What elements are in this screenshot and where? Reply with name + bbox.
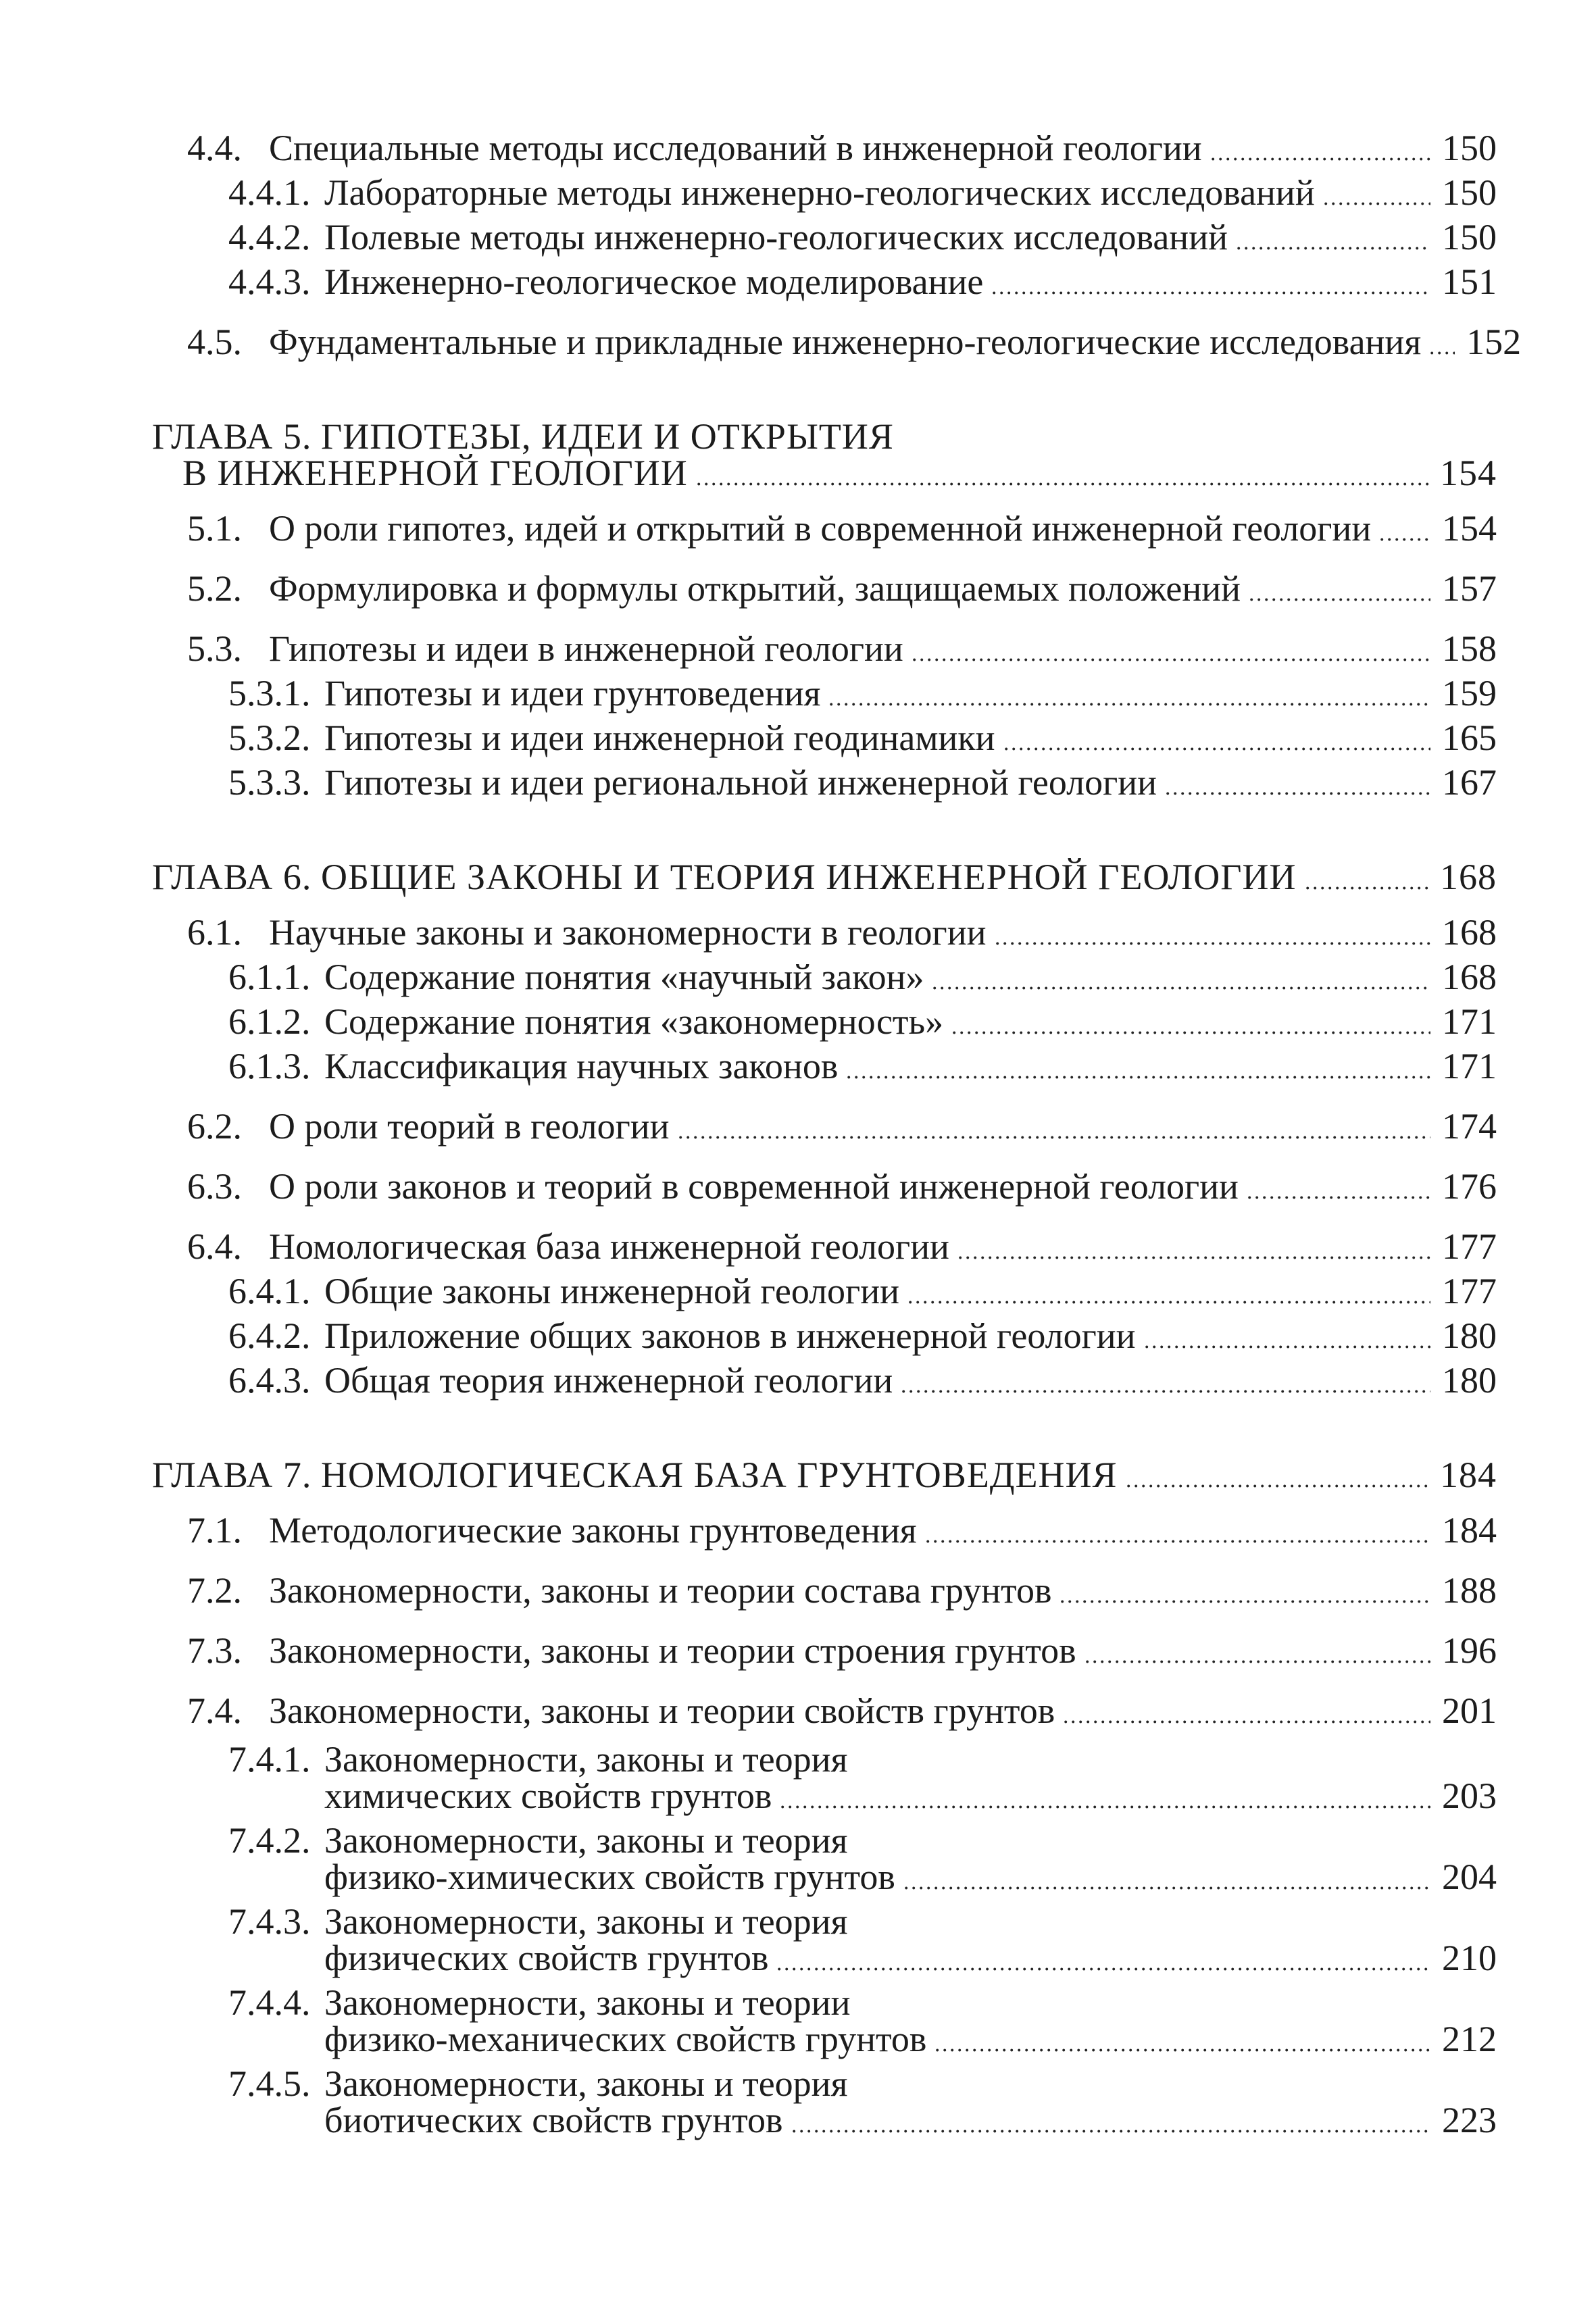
toc-entry (0, 263, 1497, 300)
toc-entry (0, 1572, 1497, 1609)
toc-dot-leader (1061, 1594, 1430, 1603)
toc-page-number: 184 (1440, 1455, 1497, 1495)
toc-page-number: 201 (1442, 1690, 1497, 1731)
toc-dot-leader (1064, 1715, 1430, 1723)
toc-entry-line (324, 1859, 1497, 1895)
toc-entry-body (269, 322, 1522, 362)
toc-entry-body (324, 1362, 1497, 1399)
toc-entry-number: 7.4.3. (228, 1901, 311, 1942)
toc-page-number: 171 (1442, 1001, 1497, 1042)
toc-page-number: 210 (1442, 1938, 1497, 1978)
toc-entry-body (324, 720, 1497, 756)
toc-entry-body (324, 1317, 1497, 1354)
toc-entry-title: О роли законов и теорий в современной инженерной геологии (269, 1166, 1239, 1207)
toc-entry-line (269, 510, 1497, 547)
toc-entry-number: 4.4.2. (228, 217, 311, 257)
toc-dot-leader (1324, 197, 1430, 205)
toc-entry-body (269, 510, 1497, 547)
toc-dot-leader (1127, 1479, 1430, 1487)
toc-entry (0, 1903, 1497, 1976)
toc-entry (0, 720, 1497, 756)
toc-entry-line (152, 418, 1497, 455)
toc-entry-title: О роли гипотез, идей и открытий в современной инженерной геологии (269, 508, 1372, 549)
toc-entry-number: 5.3.1. (228, 673, 311, 713)
toc-entry-number: 7.4.1. (228, 1739, 311, 1780)
toc-entry-line (324, 1362, 1497, 1399)
toc-chapter-label: ГЛАВА 6. (152, 857, 312, 897)
toc-entry-line (152, 859, 1497, 895)
toc-dot-leader (793, 2124, 1430, 2132)
toc-entry-title: Специальные методы исследований в инженерной геологии (269, 128, 1202, 168)
toc-entry-number: 7.4.5. (228, 2063, 311, 2104)
toc-page-number: 176 (1442, 1166, 1497, 1207)
toc-page-number: 180 (1442, 1360, 1497, 1401)
toc-dot-leader (847, 1070, 1430, 1078)
toc-entry-title: Инженерно-геологическое моделирование (324, 261, 984, 302)
toc-page-number: 150 (1442, 128, 1497, 168)
toc-entry-title: Приложение общих законов в инженерной геологии (324, 1315, 1136, 1356)
toc-entry-title: О роли теорий в геологии (269, 1106, 670, 1147)
toc-entry-number: 6.1.2. (228, 1001, 311, 1042)
toc-entry-title: Общая теория инженерной геологии (324, 1360, 893, 1401)
toc-dot-leader (905, 1881, 1430, 1889)
toc-entry-line (269, 1108, 1497, 1145)
toc-entry-title: ГИПОТЕЗЫ, ИДЕИ И ОТКРЫТИЯ (321, 416, 894, 457)
toc-entry-title: Гипотезы и идеи грунтоведения (324, 673, 821, 713)
toc-entry-title: физико-механических свойств грунтов (324, 2019, 927, 2059)
toc-entry-line (269, 1572, 1497, 1609)
toc-dot-leader (1380, 532, 1430, 540)
toc-page-number: 203 (1442, 1776, 1497, 1816)
toc-entry-number: 6.1.1. (228, 957, 311, 997)
toc-entry-body (324, 1903, 1497, 1976)
toc-entry-body (269, 914, 1497, 951)
toc-entry-title: Гипотезы и идеи региональной инженерной геологии (324, 762, 1157, 803)
toc-entry-number: 6.4.3. (228, 1360, 311, 1401)
toc-entry (0, 130, 1497, 166)
toc-entry (0, 675, 1497, 711)
toc-entry (0, 174, 1497, 211)
toc-entry-number: 6.1. (187, 912, 242, 953)
toc-entry-line (324, 174, 1497, 211)
toc-dot-leader (1250, 593, 1430, 601)
toc-dot-leader (830, 697, 1430, 705)
toc-entry-body (324, 1822, 1497, 1895)
toc-page-number: 157 (1442, 568, 1497, 609)
toc-dot-leader (778, 1962, 1430, 1970)
toc-entry-body (324, 959, 1497, 995)
toc-entry-number: 6.4. (187, 1226, 242, 1267)
toc-entry-title: Гипотезы и идеи инженерной геодинамики (324, 718, 995, 758)
toc-entry-body (152, 418, 1497, 491)
toc-entry-number: 5.3.2. (228, 718, 311, 758)
toc-dot-leader (697, 477, 1430, 485)
toc-entry-body (269, 1572, 1497, 1609)
toc-entry-title: химических свойств грунтов (324, 1776, 772, 1816)
toc-entry-line (269, 130, 1497, 166)
toc-entry-line (269, 1692, 1497, 1729)
toc-page-number: 159 (1442, 673, 1497, 713)
toc-entry-line (324, 959, 1497, 995)
toc-entry-line (269, 1168, 1497, 1205)
toc-entry-number: 7.2. (187, 1570, 242, 1611)
toc-entry-title: НОМОЛОГИЧЕСКАЯ БАЗА ГРУНТОВЕДЕНИЯ (321, 1455, 1118, 1495)
toc-entry-body (324, 764, 1497, 801)
toc-entry-body (269, 1632, 1497, 1669)
toc-dot-leader (926, 1534, 1430, 1542)
toc-entry-line (152, 1457, 1497, 1493)
toc-page-number: 212 (1442, 2019, 1497, 2059)
toc-entry-line (324, 1778, 1497, 1814)
toc-entry-line (269, 1632, 1497, 1669)
toc-dot-leader (913, 653, 1430, 661)
toc-entry-line (324, 1317, 1497, 1354)
toc-entry-body (269, 1228, 1497, 1265)
toc-entry-title: Закономерности, законы и теории (324, 1982, 851, 2023)
toc-page-number: 165 (1442, 718, 1497, 758)
toc-entry-body (324, 263, 1497, 300)
toc-dot-leader (936, 2043, 1430, 2051)
toc-entry-number: 4.4. (187, 128, 242, 168)
toc-entry-line (269, 570, 1497, 607)
toc-page-number: 158 (1442, 628, 1497, 669)
toc-entry-body (324, 1048, 1497, 1084)
toc-entry-body (269, 630, 1497, 667)
toc-dot-leader (993, 286, 1430, 294)
toc-entry-number: 4.4.3. (228, 261, 311, 302)
toc-entry (0, 2065, 1497, 2138)
toc-dot-leader (1248, 1190, 1430, 1199)
toc-entry-title: Закономерности, законы и теория (324, 1739, 848, 1780)
toc-entry (0, 1228, 1497, 1265)
toc-entry-number: 5.1. (187, 508, 242, 549)
toc-entry-line (269, 1512, 1497, 1549)
toc-page-number: 196 (1442, 1630, 1497, 1671)
toc-entry-line (324, 720, 1497, 756)
toc-entry-number: 6.4.2. (228, 1315, 311, 1356)
toc-entry-title: Классификация научных законов (324, 1046, 839, 1086)
toc-page-number: 204 (1442, 1857, 1497, 1897)
toc-entry-title: Методологические законы грунтоведения (269, 1510, 917, 1551)
toc-entry (0, 1003, 1497, 1040)
toc-entry-title: биотических свойств грунтов (324, 2100, 783, 2140)
toc-chapter-entry (0, 1457, 1497, 1493)
toc-entry-line (324, 1984, 1497, 2021)
toc-entry-title: Общие законы инженерной геологии (324, 1271, 900, 1311)
toc-entry-body (324, 1984, 1497, 2057)
toc-entry-number: 5.2. (187, 568, 242, 609)
toc-entry-body (324, 1741, 1497, 1814)
toc-chapter-label: ГЛАВА 5. (152, 416, 312, 457)
toc-entry-title: В ИНЖЕНЕРНОЙ ГЕОЛОГИИ (182, 453, 688, 493)
toc-page-number: 177 (1442, 1226, 1497, 1267)
toc-entry-title: физических свойств грунтов (324, 1938, 769, 1978)
toc-entry-title: физико-химических свойств грунтов (324, 1857, 895, 1897)
toc-page-number: 167 (1442, 762, 1497, 803)
toc-entry (0, 570, 1497, 607)
toc-entry-line (269, 1228, 1497, 1265)
toc-entry-line (324, 764, 1497, 801)
toc-dot-leader (996, 936, 1431, 945)
table-of-contents (0, 128, 1522, 2140)
toc-dot-leader (1166, 786, 1430, 795)
toc-entry-title: Закономерности, законы и теория (324, 1901, 848, 1942)
toc-entry-number: 7.3. (187, 1630, 242, 1671)
toc-page-number: 184 (1442, 1510, 1497, 1551)
toc-entry (0, 219, 1497, 255)
toc-entry (0, 1108, 1497, 1145)
toc-page-number: 154 (1442, 508, 1497, 549)
toc-entry-line (324, 263, 1497, 300)
toc-dot-leader (1237, 241, 1430, 249)
toc-entry-line (152, 455, 1497, 491)
toc-entry (0, 959, 1497, 995)
toc-entry-line (324, 1048, 1497, 1084)
toc-entry-body (324, 1273, 1497, 1309)
toc-entry-body (324, 2065, 1497, 2138)
toc-entry-body (324, 174, 1497, 211)
toc-entry-title: Закономерности, законы и теория (324, 2063, 848, 2104)
toc-entry-title: Закономерности, законы и теории строения грунтов (269, 1630, 1076, 1671)
toc-entry-title: Содержание понятия «научный закон» (324, 957, 924, 997)
toc-entry-body (152, 859, 1497, 895)
toc-dot-leader (959, 1251, 1430, 1259)
toc-entry-body (324, 675, 1497, 711)
toc-entry-title: Номологическая база инженерной геологии (269, 1226, 949, 1267)
toc-page-number: 151 (1442, 261, 1497, 302)
toc-entry (0, 510, 1497, 547)
toc-entry (0, 1048, 1497, 1084)
toc-entry-number: 4.4.1. (228, 172, 311, 213)
toc-entry-number: 5.3. (187, 628, 242, 669)
toc-entry (0, 1317, 1497, 1354)
toc-dot-leader (1086, 1655, 1430, 1663)
toc-chapter-entry (0, 859, 1497, 895)
toc-dot-leader (1306, 881, 1431, 889)
toc-dot-leader (1212, 152, 1430, 160)
toc-dot-leader (781, 1800, 1430, 1808)
toc-page-number: 150 (1442, 172, 1497, 213)
toc-page-number: 150 (1442, 217, 1497, 257)
toc-entry-title: Закономерности, законы и теории свойств грунтов (269, 1690, 1055, 1731)
toc-entry-number: 6.4.1. (228, 1271, 311, 1311)
toc-entry (0, 1168, 1497, 1205)
toc-entry-line (269, 630, 1497, 667)
toc-entry-line (269, 322, 1522, 362)
toc-entry (0, 630, 1497, 667)
toc-entry-line (324, 2065, 1497, 2102)
toc-entry-body (152, 1457, 1497, 1493)
toc-entry-line (324, 1273, 1497, 1309)
toc-chapter-label: ГЛАВА 7. (152, 1455, 312, 1495)
toc-entry (0, 764, 1497, 801)
toc-entry-body (269, 1692, 1497, 1729)
toc-page-number: 174 (1442, 1106, 1497, 1147)
toc-entry-number: 6.1.3. (228, 1046, 311, 1086)
toc-entry-body (269, 1168, 1497, 1205)
toc-entry-body (269, 130, 1497, 166)
toc-entry-line (324, 1940, 1497, 1976)
toc-entry-number: 7.4. (187, 1690, 242, 1731)
toc-entry (0, 1273, 1497, 1309)
toc-entry-body (269, 1108, 1497, 1145)
toc-entry-title: Полевые методы инженерно-геологических исследований (324, 217, 1228, 257)
toc-entry (0, 1362, 1497, 1399)
toc-entry-title: ОБЩИЕ ЗАКОНЫ И ТЕОРИЯ ИНЖЕНЕРНОЙ ГЕОЛОГИИ (321, 857, 1297, 897)
toc-entry-line (269, 914, 1497, 951)
toc-dot-leader (1145, 1340, 1430, 1348)
toc-page-number: 168 (1442, 957, 1497, 997)
toc-entry (0, 1984, 1497, 2057)
toc-entry-line (324, 1903, 1497, 1940)
toc-entry-number: 5.3.3. (228, 762, 311, 803)
toc-page-number: 171 (1442, 1046, 1497, 1086)
toc-entry (0, 1822, 1497, 1895)
toc-entry-line (324, 675, 1497, 711)
toc-dot-leader (909, 1295, 1430, 1303)
toc-dot-leader (1430, 346, 1455, 354)
toc-dot-leader (679, 1130, 1430, 1138)
toc-entry-line (324, 219, 1497, 255)
toc-entry-number: 4.5. (187, 322, 242, 362)
toc-entry-title: Закономерности, законы и теория (324, 1820, 848, 1861)
toc-entry (0, 1692, 1497, 1729)
toc-page-number: 223 (1442, 2100, 1497, 2140)
toc-entry-body (324, 219, 1497, 255)
toc-entry-title: Лабораторные методы инженерно-геологических исследований (324, 172, 1315, 213)
toc-entry-line (324, 1822, 1497, 1859)
toc-entry-number: 7.1. (187, 1510, 242, 1551)
toc-entry-line (324, 1003, 1497, 1040)
toc-entry-title: Формулировка и формулы открытий, защищаемых положений (269, 568, 1241, 609)
toc-entry-line (324, 2021, 1497, 2057)
toc-entry-number: 7.4.4. (228, 1982, 311, 2023)
toc-entry-title: Научные законы и закономерности в геологии (269, 912, 987, 953)
toc-entry (0, 914, 1497, 951)
toc-entry-line (324, 1741, 1497, 1778)
toc-page-number: 152 (1466, 322, 1522, 362)
toc-page-number: 180 (1442, 1315, 1497, 1356)
toc-dot-leader (933, 981, 1430, 989)
toc-entry (0, 1512, 1497, 1549)
toc-entry-line (324, 2102, 1497, 2138)
toc-entry-number: 6.3. (187, 1166, 242, 1207)
toc-page-number: 154 (1440, 453, 1497, 493)
toc-entry-body (269, 1512, 1497, 1549)
toc-dot-leader (1005, 742, 1430, 750)
toc-page-number: 188 (1442, 1570, 1497, 1611)
toc-entry-title: Гипотезы и идеи в инженерной геологии (269, 628, 903, 669)
toc-entry-title: Содержание понятия «закономерность» (324, 1001, 944, 1042)
toc-entry-title: Фундаментальные и прикладные инженерно-геологические исследования (269, 322, 1422, 362)
toc-dot-leader (953, 1026, 1430, 1034)
toc-dot-leader (902, 1384, 1430, 1392)
toc-chapter-entry (0, 418, 1497, 491)
toc-entry-body (269, 570, 1497, 607)
toc-entry (0, 1632, 1497, 1669)
toc-entry-number: 7.4.2. (228, 1820, 311, 1861)
toc-entry-number: 6.2. (187, 1106, 242, 1147)
toc-entry-body (324, 1003, 1497, 1040)
toc-page-number: 177 (1442, 1271, 1497, 1311)
toc-page-number: 168 (1442, 912, 1497, 953)
toc-page-number: 168 (1440, 857, 1497, 897)
toc-entry-title: Закономерности, законы и теории состава грунтов (269, 1570, 1052, 1611)
toc-entry (0, 1741, 1497, 1814)
toc-entry (0, 322, 1522, 362)
